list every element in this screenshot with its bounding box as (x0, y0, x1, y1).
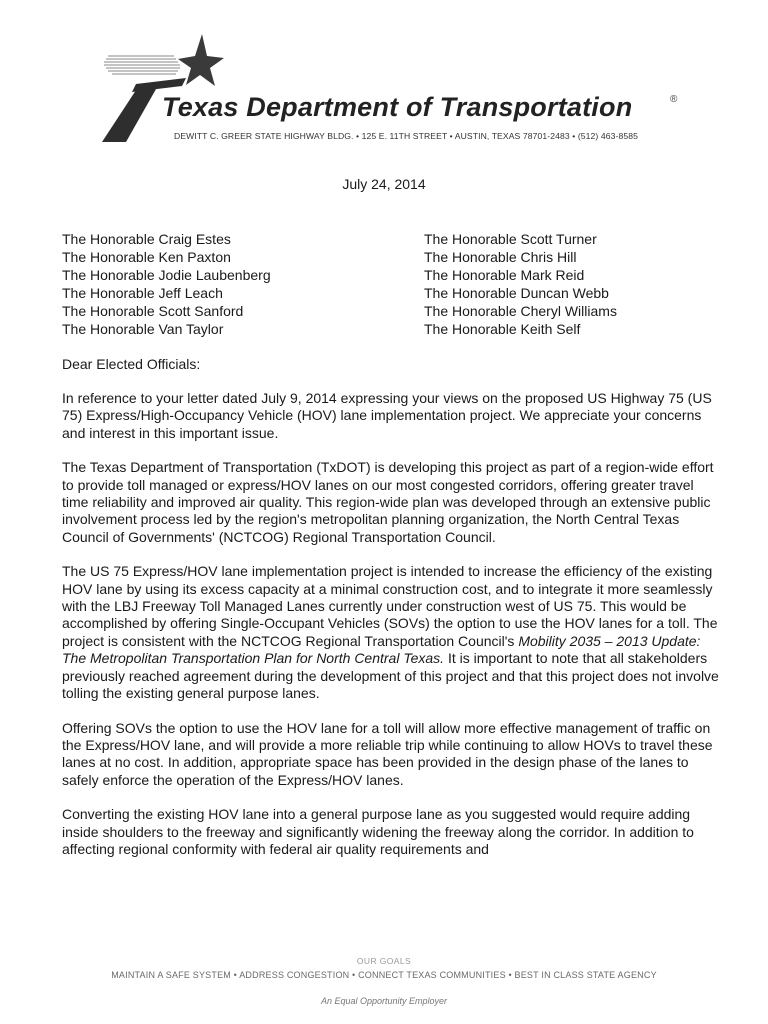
paragraph: In reference to your letter dated July 9, 2014 expressing your views on the proposed US Highway 75 (US 75) Express/High-Occupancy Vehicle (HOV) lane implementation project. We appreciate your concerns and interest in this important issue. (62, 390, 712, 441)
salutation: Dear Elected Officials: (62, 356, 201, 372)
recipient: The Honorable Craig Estes (62, 231, 231, 247)
recipients-left-column (62, 230, 271, 338)
recipient: The Honorable Jeff Leach (62, 285, 223, 301)
recipient: The Honorable Keith Self (424, 321, 581, 337)
letter-date: July 24, 2014 (342, 176, 426, 192)
footer-equal-opportunity: An Equal Opportunity Employer (320, 996, 448, 1006)
footer-goals-list: MAINTAIN A SAFE SYSTEM • ADDRESS CONGESTION • CONNECT TEXAS COMMUNITIES • BEST IN CLASS STATE AGENCY (111, 970, 657, 980)
paragraph: The Texas Department of Transportation (TxDOT) is developing this project as part of a region-wide effort to provide toll managed or express/HOV lanes on our most congested corridors, offering greater travel time reliability and improved air quality. This region-wide plan was developed through an extensive public involvement process led by the region's metropolitan planning organization, the North Central Texas Council of Governments' (NCTCOG) Regional Transportation Council. (62, 459, 714, 545)
agency-address: DEWITT C. GREER STATE HIGHWAY BLDG. • 125 E. 11TH STREET • AUSTIN, TEXAS 78701-2483 • (512) 463-8585 (174, 131, 638, 141)
recipient: The Honorable Mark Reid (424, 267, 585, 283)
letterhead (0, 0, 768, 160)
paragraph (62, 563, 722, 702)
recipient: The Honorable Chris Hill (424, 249, 577, 265)
recipient: The Honorable Scott Turner (424, 231, 597, 247)
recipient: The Honorable Jodie Laubenberg (62, 267, 271, 283)
plan-title: Mobility 2035 – 2013 Update: The Metropolitan Transportation Plan for North Central Texas. (62, 632, 701, 667)
paragraph: Converting the existing HOV lane into a general purpose lane as you suggested would require adding inside shoulders to the freeway and significantly widening the freeway along the corridor. In addition to affecting regional conformity with federal air quality requirements and (62, 806, 694, 857)
paragraph: Offering SOVs the option to use the HOV lane for a toll will allow more effective management of traffic on the Express/HOV lane, and will provide a more reliable trip while continuing to allow HOVs to travel these lanes at no cost. In addition, appropriate space has been provided in the design phase of the lanes to safely enforce the operation of the Express/HOV lanes. (62, 719, 713, 788)
footer-goals-heading: OUR GOALS (356, 956, 412, 966)
paragraph-text: It is important to note that all stakeholders previously reached agreement during the development of this project and that this project does not involve tolling the existing general purpose lanes. (62, 650, 719, 702)
recipients-right-column (424, 230, 617, 338)
recipient: The Honorable Scott Sanford (62, 303, 244, 319)
recipient: The Honorable Duncan Webb (424, 285, 609, 301)
recipient: The Honorable Cheryl Williams (424, 303, 617, 319)
registered-mark: ® (670, 94, 678, 105)
letter-body (62, 390, 722, 875)
recipient: The Honorable Ken Paxton (62, 249, 231, 265)
agency-name: Texas Department of Transportation (162, 92, 633, 122)
paragraph-text: The US 75 Express/HOV lane implementation project is intended to increase the efficiency of the existing HOV lane by using its excess capacity at a minimal construction cost, and to integrate it more seamlessly with the LBJ Freeway Toll Managed Lanes currently under construction west of US 75. This would be accomplished by offering Single-Occupant Vehicles (SOVs) the option to use the HOV lanes for a toll. The project is consistent with the NCTCOG Regional Transportation Council's (62, 563, 718, 649)
txdot-logo-icon (96, 34, 226, 142)
recipient: The Honorable Van Taylor (62, 321, 224, 337)
